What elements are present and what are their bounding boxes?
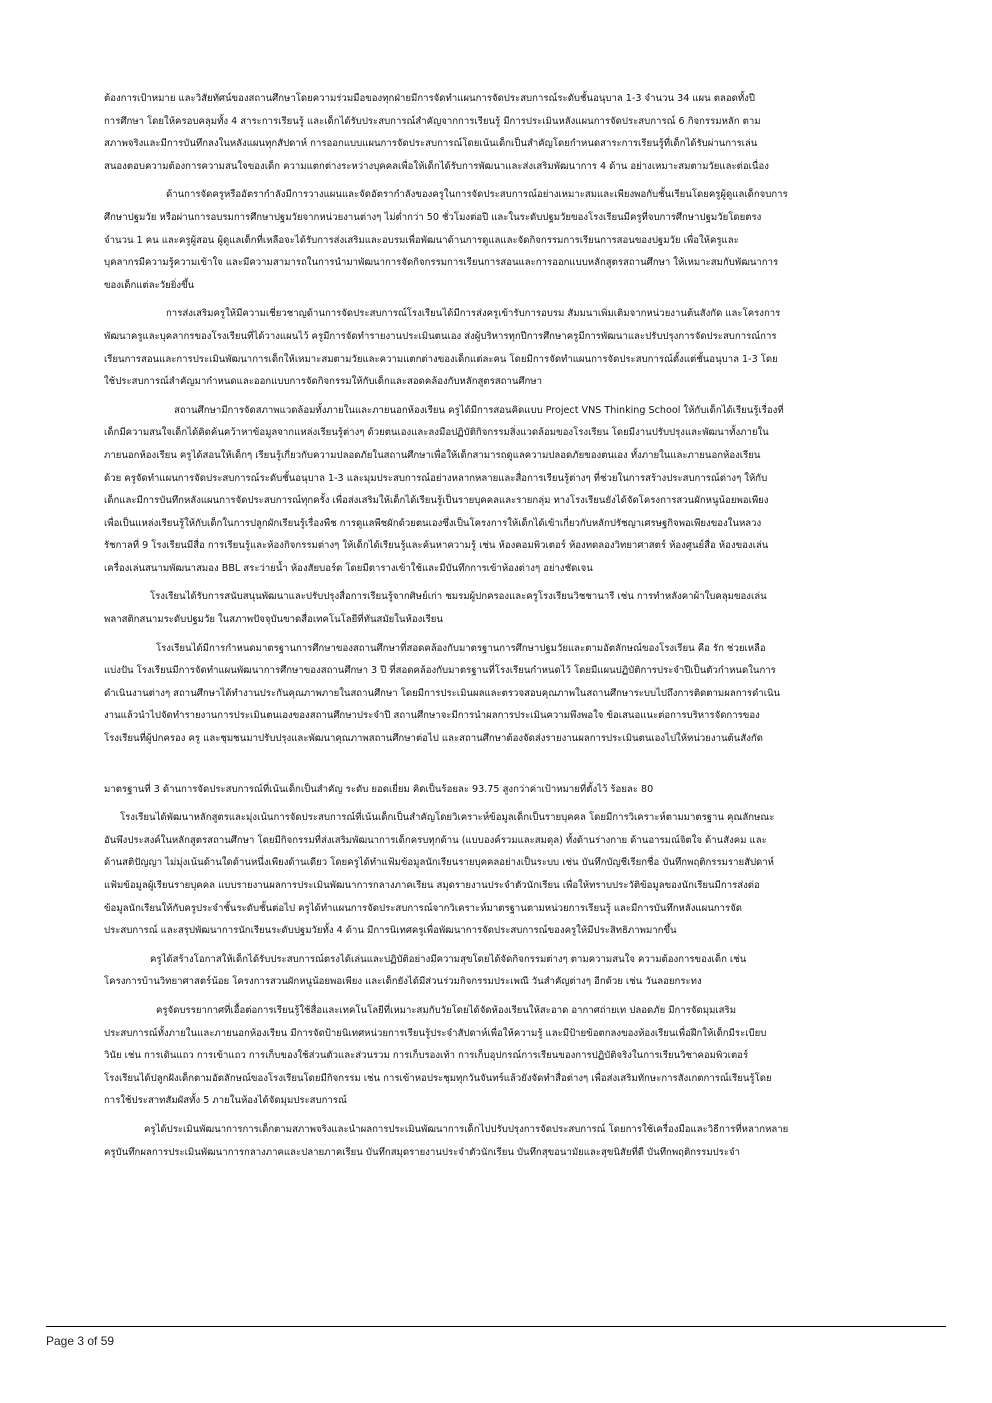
- text-line: การศึกษา โดยให้ครอบคลุมทั้ง 4 สาระการเรียนรู้ และเด็กได้รับประสบการณ์สำคัญจากการเรียนรู้ มีการประเมินหลังแผนการจัดประสบการณ์ 6 กิจกรรมหลัก ตาม: [104, 115, 761, 127]
- text-line: โรงเรียนได้รับการสนับสนุนพัฒนาและปรับปรุงสื่อการเรียนรู้จากศิษย์เก่า ชมรมผู้ปกครองและครูโรงเรียนวิชชานารี เช่น การทำหลังคาผ้าใบคลุมของเล่น: [150, 591, 767, 603]
- document-body: [104, 88, 886, 1164]
- text-line: สนองตอบความต้องการความสนใจของเด็ก ความแตกต่างระหว่างบุคคลเพื่อให้เด็กได้รับการพัฒนาและส่งเสริมพัฒนาการ 4 ด้าน อย่างเหมาะสมตามวัยและต่อเนื่อง: [104, 160, 769, 172]
- text-line: ครูได้ประเมินพัฒนาการการเด็กตามสภาพจริงและนำผลการประเมินพัฒนาการเด็กไปปรับปรุงการจัดประสบการณ์ โดยการใช้เครื่องมือและวิธีการที่หลากหลาย: [144, 1123, 789, 1135]
- text-line: จำนวน 1 คน และครูผู้สอน ผู้ดูแลเด็กที่เหลือจะได้รับการส่งเสริมและอบรมเพื่อพัฒนาด้านการดูแลและจัดกิจกรรมการเรียนการสอนของปฐมวัย เพื่อให้ครูและ: [104, 234, 739, 246]
- paragraph: [104, 1119, 886, 1164]
- text-line: พัฒนาครูและบุคลากรของโรงเรียนที่ได้วางแผนไว้ ครูมีการจัดทำรายงานประเมินตนเอง ส่งผู้บริหารทุกปีการศึกษาครูมีการพัฒนาและปรับปรุงการจัดประสบการณ์การ: [104, 330, 777, 342]
- text-line: โรงเรียนได้มีการกำหนดมาตรฐานการศึกษาของสถานศึกษาที่สอดคล้องกับมาตรฐานการศึกษาปฐมวัยและตามอัตลักษณ์ของโรงเรียน คือ รัก ช่วยเหลือ: [156, 642, 766, 654]
- paragraph: [104, 807, 886, 943]
- text-line: เครื่องเล่นสนามพัฒนาสมอง BBL สระว่ายน้ำ ห้องสัยบอร์ด โดยมีตารางเข้าใช้และมีบันทึกการเข้าห้องต่างๆ อย่างชัดเจน: [104, 562, 593, 574]
- text-line: ประสบการณ์ทั้งภายในและภายนอกห้องเรียน มีการจัดป้ายนิเทศหน่วยการเรียนรู้ประจำสัปดาห์เพื่อให้ความรู้ และมีป้ายข้อตกลงของห้องเรียนเพื่อฝึกให้เด็กมีระเบียบ: [104, 1027, 767, 1039]
- page-number: Page 3 of 59: [46, 1334, 115, 1348]
- paragraph: [104, 400, 886, 581]
- paragraph: [104, 949, 886, 994]
- text-line: ด้านการจัดครูหรืออัตรากำลังมีการวางแผนและจัดอัตรากำลังของครูในการจัดประสบการณ์อย่างเหมาะสมและเพียงพอกับชั้นเรียนโดยครูผู้ดูแลเด็กจบการ: [166, 189, 788, 201]
- text-line: ครูจัดบรรยากาศที่เอื้อต่อการเรียนรู้ใช้สื่อและเทคโนโลยีที่เหมาะสมกับวัยโดยได้จัดห้องเรียนให้สะอาด อากาศถ่ายเท ปลอดภัย มีการจัดมุมเสริม: [156, 1004, 737, 1016]
- text-line: ของเด็กแต่ละวัยยิ่งขึ้น: [104, 279, 195, 291]
- text-line: โรงเรียนได้ปลูกฝังเด็กตามอัตลักษณ์ของโรงเรียนโดยมีกิจกรรม เช่น การเข้าหอประชุมทุกวันจันทร์แล้วยังจัดทำสื่อต่างๆ เพื่อส่งเสริมทักษะการสังเกตการณ์เรียนรู้โดย: [104, 1072, 772, 1084]
- text-line: ต้องการเป้าหมาย และวิสัยทัศน์ของสถานศึกษาโดยความร่วมมือของทุกฝ่ายมีการจัดทำแผนการจัดประสบการณ์ระดับชั้นอนุบาล 1-3 จำนวน 34 แผน ตลอดทั้งปี: [104, 93, 755, 104]
- text-line: มาตรฐานที่ 3 ด้านการจัดประสบการณ์ที่เน้นเด็กเป็นสำคัญ ระดับ ยอดเยี่ยม คิดเป็นร้อยละ 93.75 สูงกว่าค่าเป้าหมายที่ตั้งไว้ ร้อยละ 80: [104, 783, 654, 795]
- text-line: บุคลากรมีความรู้ความเข้าใจ และมีความสามารถในการนำมาพัฒนาการจัดกิจกรรมการเรียนการสอนและการออกแบบหลักสูตรสถานศึกษา ให้เหมาะสมกับพัฒนาการ: [104, 257, 779, 269]
- text-line: สภาพจริงและมีการบันทึกลงในหลังแผนทุกสัปดาห์ การออกแบบแผนการจัดประสบการณ์โดยเน้นเด็กเป็นสำคัญโดยกำหนดสาระการเรียนรู้ที่เด็กได้รับผ่านการเล่น: [104, 138, 758, 150]
- text-line: วินัย เช่น การเดินแถว การเข้าแถว การเก็บของใช้ส่วนตัวและส่วนรวม การเก็บรองเท้า การเก็บอุปกรณ์การเรียนของการปฏิบัติจริงในการเรียนวิชาคอมพิวเตอร์: [104, 1050, 749, 1062]
- text-line: โครงการบ้านวิทยาศาสตร์น้อย โครงการสวนผักหนูน้อยพอเพียง และเด็กยังได้มีส่วนร่วมกิจกรรมประเพณี วันสำคัญต่างๆ อีกด้วย เช่น วันลอยกระทง: [104, 976, 702, 988]
- text-line: โรงเรียนได้พัฒนาหลักสูตรและมุ่งเน้นการจัดประสบการณ์ที่เน้นเด็กเป็นสำคัญโดยวิเคราะห์ข้อมูลเด็กเป็นรายบุคคล โดยมีการวิเคราะห์ตามมาตรฐาน คุณลักษณะ: [120, 812, 775, 824]
- text-line: ครูบันทึกผลการประเมินพัฒนาการกลางภาคและปลายภาคเรียน บันทึกสมุดรายงานประจำตัวนักเรียน บันทึกสุขอนามัยและสุขนิสัยที่ดี บันทึกพฤติกรรมประจำ: [104, 1146, 741, 1158]
- text-line: เพื่อเป็นแหล่งเรียนรู้ให้กับเด็กในการปลูกผักเรียนรู้เรื่องพืช การดูแลพืชผักด้วยตนเองซึ่งเป็นโครงการให้เด็กได้เข้าเกี่ยวกับหลักปรัชญาเศรษฐกิจพอเพียงของในหลวง: [104, 517, 762, 529]
- text-line: โรงเรียนที่ผู้ปกครอง ครู และชุมชนมาปรับปรุงและพัฒนาคุณภาพสถานศึกษาต่อไป และสถานศึกษาต้องจัดส่งรายงานผลการประเมินตนเองไปให้หน่วยงานต้นสังกัด: [104, 733, 763, 745]
- text-line: เด็กมีความสนใจเด็กได้คิดค้นคว้าหาข้อมูลจากแหล่งเรียนรู้ต่างๆ ด้วยตนเองและลงมือปฏิบัติกิจกรรมสิ่งแวดล้อมของโรงเรียน โดยมีงานปรับปรุงและพัฒนาทั้งภายใน: [104, 427, 769, 439]
- text-line: พลาสติกสนามระดับปฐมวัย ในสภาพปัจจุบันขาดสื่อเทคโนโลยีที่ทันสมัยในห้องเรียน: [104, 614, 443, 626]
- paragraph: [104, 303, 886, 393]
- paragraph: [104, 638, 886, 751]
- paragraph: [104, 779, 886, 802]
- text-line: เรียนการสอนและการประเมินพัฒนาการเด็กให้เหมาะสมตามวัยและความแตกต่างของเด็กแต่ละคน โดยมีการจัดทำแผนการจัดประสบการณ์ตั้งแต่ชั้นอนุบาล 1-3 โดย: [104, 353, 778, 365]
- text-line: แบ่งปัน โรงเรียนมีการจัดทำแผนพัฒนาการศึกษาของสถานศึกษา 3 ปี ที่สอดคล้องกับมาตรฐานที่โรงเรียนกำหนดไว้ โดยมีแผนปฏิบัติการประจำปีเป็นตัวกำหนดในการ: [104, 665, 776, 677]
- text-line: สถานศึกษามีการจัดสภาพแวดล้อมทั้งภายในและภายนอกห้องเรียน ครูได้มีการสอนคิดแบบ Project VNS Thinking School ให้กับเด็กได้เรียนรู้เรื่องที่: [174, 404, 784, 416]
- text-line: ครูได้สร้างโอกาสให้เด็กได้รับประสบการณ์ตรงได้เล่นและปฏิบัติอย่างมีความสุขโดยได้จัดกิจกรรมต่างๆ ตามความสนใจ ความต้องการของเด็ก เช่น: [150, 953, 747, 965]
- text-line: การส่งเสริมครูให้มีความเชี่ยวชาญด้านการจัดประสบการณ์โรงเรียนได้มีการส่งครูเข้ารับการอบรม สัมมนาเพิ่มเติมจากหน่วยงานต้นสังกัด และโครงการ: [166, 308, 781, 320]
- text-line: ข้อมูลนักเรียนให้กับครูประจำชั้นระดับชั้นต่อไป ครูได้ทำแผนการจัดประสบการณ์จากวิเคราะห์มาตรฐานตามหน่วยการเรียนรู้ และมีการบันทึกหลังแผนการจัด: [104, 902, 742, 914]
- text-line: ศึกษาปฐมวัย หรือผ่านการอบรมการศึกษาปฐมวัยจากหน่วยงานต่างๆ ไม่ต่ำกว่า 50 ชั่วโมงต่อปี และในระดับปฐมวัยของโรงเรียนมีครูที่จบการศึกษาปฐมวัยโดยตรง: [104, 211, 762, 223]
- text-line: อันพึงประสงค์ในหลักสูตรสถานศึกษา โดยมีกิจกรรมที่ส่งเสริมพัฒนาการเด็กครบทุกด้าน (แบบองค์รวมและสมดุล) ทั้งด้านร่างกาย ด้านอารมณ์จิตใจ ด้านสังคม และ: [104, 834, 767, 846]
- text-line: ด้านสติปัญญา ไม่มุ่งเน้นด้านใดด้านหนึ่งเพียงด้านเดียว โดยครูได้ทำแฟ้มข้อมูลนักเรียนรายบุคคลอย่างเป็นระบบ เช่น บันทึกบัญชีเรียกชื่อ บันทึกพฤติกรรมรายสัปดาห์: [104, 857, 774, 869]
- paragraph: [104, 88, 886, 178]
- text-line: งานแล้วนำไปจัดทำรายงานการประเมินตนเองของสถานศึกษาประจำปี สถานศึกษาจะมีการนำผลการประเมินความพึงพอใจ ข้อเสนอแนะต่อการบริหารจัดการของ: [104, 710, 760, 722]
- footer-divider: [46, 1326, 946, 1327]
- text-line: ประสบการณ์ และสรุปพัฒนาการนักเรียนระดับปฐมวัยทั้ง 4 ด้าน มีการนิเทศครูเพื่อพัฒนาการจัดประสบการณ์ของครูให้มีประสิทธิภาพมากขึ้น: [104, 925, 677, 937]
- text-line: ด้วย ครูจัดทำแผนการจัดประสบการณ์ระดับชั้นอนุบาล 1-3 และมุมประสบการณ์อย่างหลากหลายและสื่อการเรียนรู้ต่างๆ ที่ช่วยในการสร้างประสบการณ์ต่างๆ ให้กับ: [104, 472, 768, 484]
- paragraph: [104, 184, 886, 297]
- text-line: ดำเนินงานต่างๆ สถานศึกษาได้ทำงานประกันคุณภาพภายในสถานศึกษา โดยมีการประเมินผลและตรวจสอบคุณภาพในสถานศึกษาระบบไปถึงการติดตามผลการดำเนิน: [104, 687, 781, 699]
- text-line: ภายนอกห้องเรียน ครูได้สอนให้เด็กๆ เรียนรู้เกี่ยวกับความปลอดภัยในสถานศึกษาเพื่อให้เด็กสามารถดูแลความปลอดภัยของตนเอง ทั้งภายในและภายนอกห้องเรียน: [104, 449, 761, 461]
- text-line: การใช้ประสาทสัมผัสทั้ง 5 ภายในห้องได้จัดมุมประสบการณ์: [104, 1095, 347, 1107]
- paragraph: [104, 1000, 886, 1113]
- paragraph: [104, 586, 886, 631]
- text-line: แฟ้มข้อมูลผู้เรียนรายบุคคล แบบรายงานผลการประเมินพัฒนาการกลางภาคเรียน สมุดรายงานประจำตัวนักเรียน เพื่อให้ทราบประวัติข้อมูลของนักเรียนมีการส่งต่อ: [104, 880, 760, 891]
- text-line: เด็กและมีการบันทึกหลังแผนการจัดประสบการณ์ทุกครั้ง เพื่อส่งเสริมให้เด็กได้เรียนรู้เป็นรายบุคคลและรายกลุ่ม ทางโรงเรียนยังได้จัดโครงการสวนผักหนูน้อยพอเพียง: [104, 495, 769, 507]
- text-line: ใช้ประสบการณ์สำคัญมากำหนดและออกแบบการจัดกิจกรรมให้กับเด็กและสอดคล้องกับหลักสูตรสถานศึกษา: [104, 376, 543, 388]
- text-line: รัชกาลที่ 9 โรงเรียนมีสื่อ การเรียนรู้และห้องกิจกรรมต่างๆ ให้เด็กได้เรียนรู้และค้นหาความรู้ เช่น ห้องคอมพิวเตอร์ ห้องทดลองวิทยาศาสตร์ ห้องศูนย์สื่อ ห้องของเล่น: [104, 540, 769, 552]
